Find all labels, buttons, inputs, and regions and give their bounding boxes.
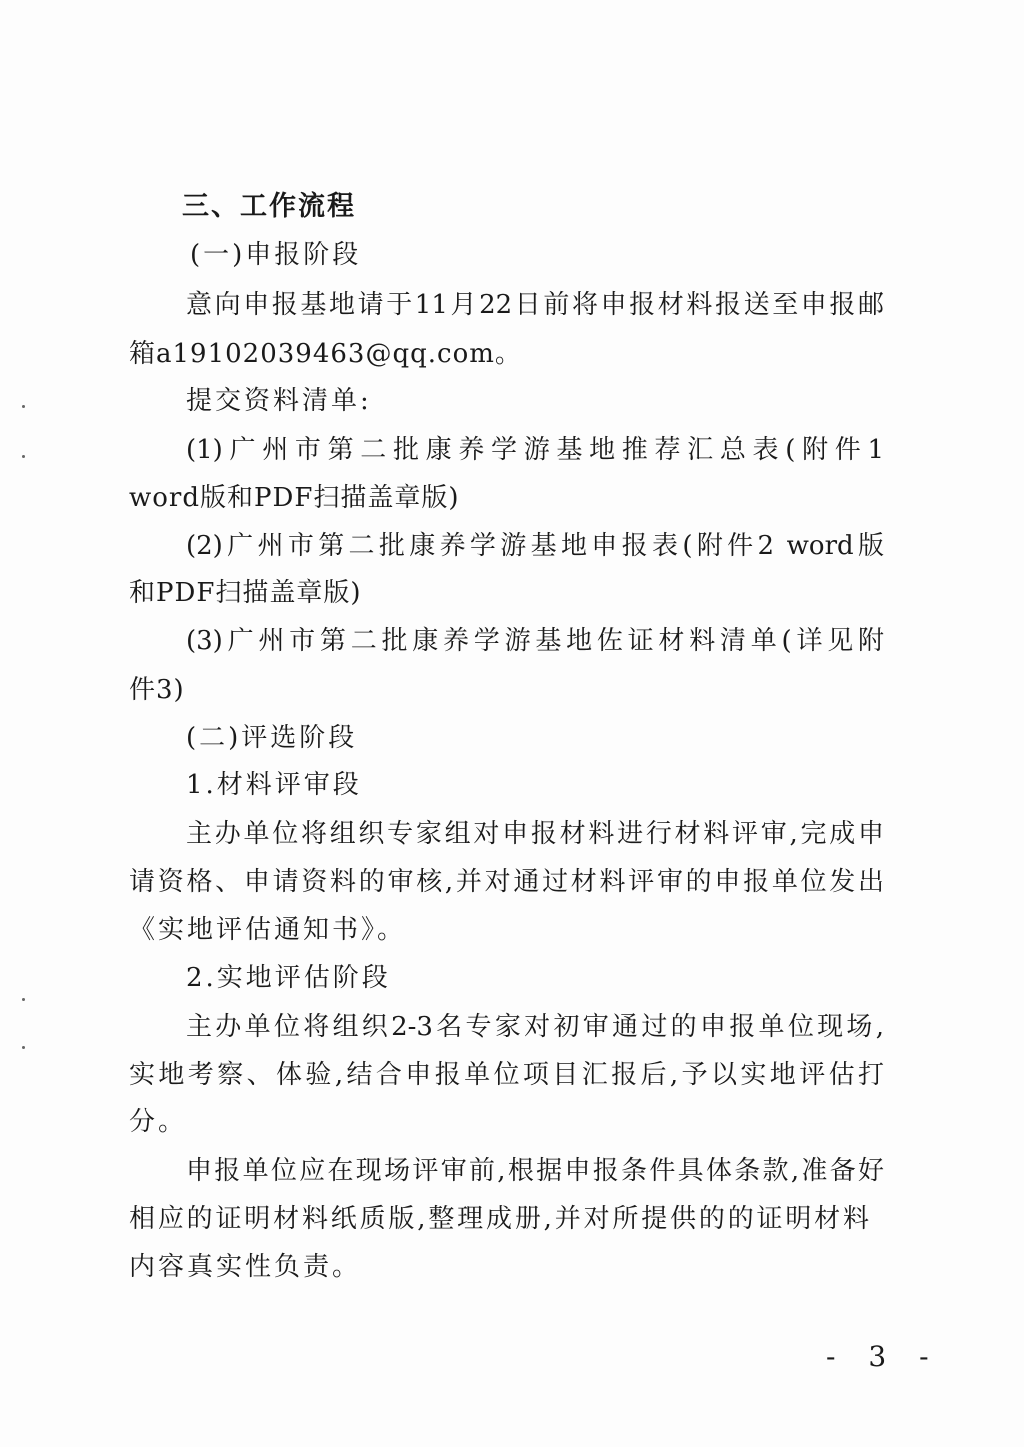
responsibility-paragraph-line: 申报单位应在现场评审前,根据申报条件具体条款,准备好 [186,1156,884,1186]
site-assessment-line: 主办单位将组织2-3名专家对初审通过的申报单位现场, [186,1012,884,1042]
submission-list-title: 提交资料清单: [186,386,372,416]
submission-item-2-cont: 和PDF扫描盖章版) [129,578,362,608]
submission-item-3: (3)广州市第二批康养学游基地佐证材料清单(详见附 [186,626,884,656]
responsibility-paragraph-line: 相应的证明材料纸质版,整理成册,并对所提供的的证明材料 [129,1204,869,1234]
submission-item-1: (1)广州市第二批康养学游基地推荐汇总表(附件1 [186,435,884,465]
material-review-line: 主办单位将组织专家组对申报材料进行材料评审,完成申 [186,819,884,849]
material-review-title: 1.材料评审段 [186,770,362,800]
material-review-line: 请资格、申请资料的审核,并对通过材料评审的申报单位发出 [129,867,884,897]
site-assessment-line: 实地考察、体验,结合申报单位项目汇报后,予以实地评估打 [129,1060,884,1090]
site-assessment-title: 2.实地评估阶段 [186,963,391,993]
binding-mark [22,998,25,1001]
submission-item-1-cont: word版和PDF扫描盖章版) [129,483,460,513]
material-review-line: 《实地评估通知书》。 [129,915,407,945]
submission-item-3-cont: 件3) [129,675,185,705]
binding-mark [22,405,25,408]
submission-item-2: (2)广州市第二批康养学游基地申报表(附件2 word版 [186,531,884,561]
section-title: 三、工作流程 [182,191,356,222]
responsibility-paragraph-line: 内容真实性负责。 [129,1252,362,1282]
site-assessment-line: 分。 [129,1107,188,1137]
stage1-paragraph-line: 意向申报基地请于11月22日前将申报材料报送至申报邮 [186,290,884,320]
binding-mark [22,1046,25,1049]
binding-mark [22,455,25,458]
stage1-paragraph-line: 箱a19102039463@qq.com。 [129,339,522,369]
stage2-title: (二)评选阶段 [186,723,358,753]
page-number: - 3 - [826,1340,941,1373]
stage1-title: (一)申报阶段 [190,240,362,270]
